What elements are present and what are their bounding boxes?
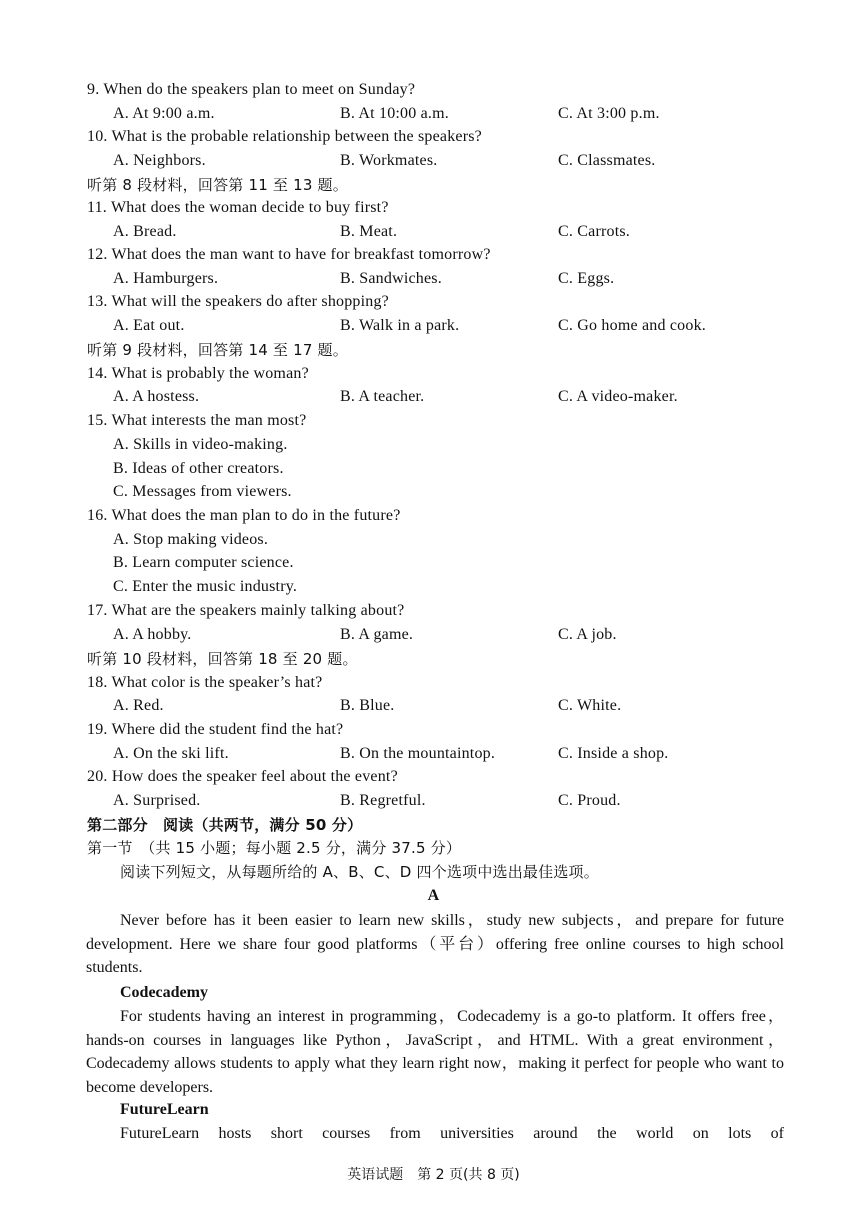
- question-9: [87, 80, 415, 100]
- paragraph: Never before has it been easier to learn new skills，study new subjects，and prepare for future development. Here we share four good platforms（平台）offering free online courses to high school students.: [86, 912, 784, 977]
- option-a: A. Stop making videos.: [113, 531, 269, 548]
- question-12: [87, 245, 491, 265]
- option-c: C. Proud.: [558, 792, 621, 809]
- option-b: B. Sandwiches.: [340, 270, 442, 287]
- paragraph-futurelearn: [86, 1122, 784, 1146]
- option-b: B. Ideas of other creators.: [113, 460, 284, 477]
- question-11: [87, 198, 389, 218]
- question-number: 9.: [87, 81, 100, 98]
- option-a: A. A hostess.: [113, 388, 200, 405]
- question-text: What is the probable relationship between the speakers?: [111, 128, 482, 145]
- option-c: C. At 3:00 p.m.: [558, 105, 660, 122]
- question-text: What does the man plan to do in the future?: [111, 507, 401, 524]
- question-text: What will the speakers do after shopping?: [111, 293, 389, 310]
- question-20: [87, 767, 398, 787]
- option-b: B. Workmates.: [340, 152, 438, 169]
- question-text: What are the speakers mainly talking about?: [111, 602, 405, 619]
- option-a: A. Hamburgers.: [113, 270, 219, 287]
- option-b: B. Meat.: [340, 223, 398, 240]
- question-number: 18.: [87, 674, 108, 691]
- section-1-title: 第一节 （共 15 小题；每小题 2.5 分，满分 37.5 分）: [87, 839, 462, 857]
- paragraph: FutureLearn hosts short courses from universities around the world on lots of: [120, 1125, 784, 1142]
- question-text: What does the man want to have for breakfast tomorrow?: [111, 246, 491, 263]
- page-footer: 英语试题 第 2 页(共 8 页): [347, 1167, 520, 1183]
- question-text: What is probably the woman?: [111, 365, 309, 382]
- option-b: B. Walk in a park.: [340, 317, 460, 334]
- option-c: C. Eggs.: [558, 270, 615, 287]
- question-number: 17.: [87, 602, 108, 619]
- option-b: B. A game.: [340, 626, 414, 643]
- question-number: 20.: [87, 768, 108, 785]
- segment-8-instruction: 听第 8 段材料，回答第 11 至 13 题。: [87, 176, 348, 194]
- option-c: C. White.: [558, 697, 622, 714]
- question-14: [87, 364, 309, 384]
- question-text: How does the speaker feel about the event?: [111, 768, 398, 785]
- question-text: Where did the student find the hat?: [111, 721, 344, 738]
- option-c: C. Carrots.: [558, 223, 630, 240]
- part-2-title: 第二部分 阅读（共两节，满分 50 分）: [87, 816, 363, 834]
- question-number: 12.: [87, 246, 108, 263]
- question-number: 16.: [87, 507, 108, 524]
- option-c: C. A job.: [558, 626, 617, 643]
- option-a: A. At 9:00 a.m.: [113, 105, 215, 122]
- option-b: B. At 10:00 a.m.: [340, 105, 449, 122]
- option-b: B. On the mountaintop.: [340, 745, 496, 762]
- option-a: A. Eat out.: [113, 317, 185, 334]
- option-c: C. A video-maker.: [558, 388, 678, 405]
- paragraph: For students having an interest in programming，Codecademy is a go-to platform. It offers free，hands-on courses in languages like Python，JavaScript，and HTML. With a great environment，Codecademy allows students to apply what they learn right now，making it perfect for people who want to become developers.: [86, 1008, 784, 1096]
- question-15: [87, 411, 306, 431]
- question-number: 10.: [87, 128, 108, 145]
- question-18: [87, 673, 322, 693]
- question-13: [87, 292, 389, 312]
- passage-intro: [86, 909, 784, 980]
- question-text: What does the woman decide to buy first?: [110, 199, 389, 216]
- segment-10-instruction: 听第 10 段材料，回答第 18 至 20 题。: [87, 650, 358, 668]
- option-a: A. Red.: [113, 697, 164, 714]
- question-17: [87, 601, 404, 621]
- question-number: 14.: [87, 365, 108, 382]
- option-a: A. On the ski lift.: [113, 745, 229, 762]
- option-a: A. Bread.: [113, 223, 177, 240]
- question-10: [87, 127, 482, 147]
- question-text: What interests the man most?: [111, 412, 307, 429]
- option-c: C. Classmates.: [558, 152, 656, 169]
- option-b: B. Regretful.: [340, 792, 426, 809]
- option-a: A. A hobby.: [113, 626, 192, 643]
- option-b: B. Learn computer science.: [113, 554, 294, 571]
- question-number: 19.: [87, 721, 108, 738]
- question-text: When do the speakers plan to meet on Sunday?: [103, 81, 416, 98]
- option-c: C. Enter the music industry.: [113, 578, 298, 595]
- question-number: 13.: [87, 293, 108, 310]
- option-b: B. Blue.: [340, 697, 395, 714]
- option-c: C. Go home and cook.: [558, 317, 706, 334]
- option-a: A. Surprised.: [113, 792, 201, 809]
- segment-9-instruction: 听第 9 段材料，回答第 14 至 17 题。: [87, 341, 348, 359]
- question-19: [87, 720, 343, 740]
- question-number: 11.: [87, 199, 108, 216]
- heading-futurelearn: FutureLearn: [120, 1101, 209, 1118]
- option-c: C. Messages from viewers.: [113, 483, 292, 500]
- reading-directions: 阅读下列短文，从每题所给的 A、B、C、D 四个选项中选出最佳选项。: [120, 863, 599, 881]
- option-c: C. Inside a shop.: [558, 745, 669, 762]
- question-number: 15.: [87, 412, 108, 429]
- question-16: [87, 506, 401, 526]
- option-a: A. Neighbors.: [113, 152, 206, 169]
- option-a: A. Skills in video-making.: [113, 436, 288, 453]
- paragraph-codecademy: [86, 1005, 784, 1099]
- heading-codecademy: Codecademy: [120, 984, 208, 1001]
- option-b: B. A teacher.: [340, 388, 425, 405]
- question-text: What color is the speaker’s hat?: [111, 674, 323, 691]
- passage-label: A: [427, 887, 440, 904]
